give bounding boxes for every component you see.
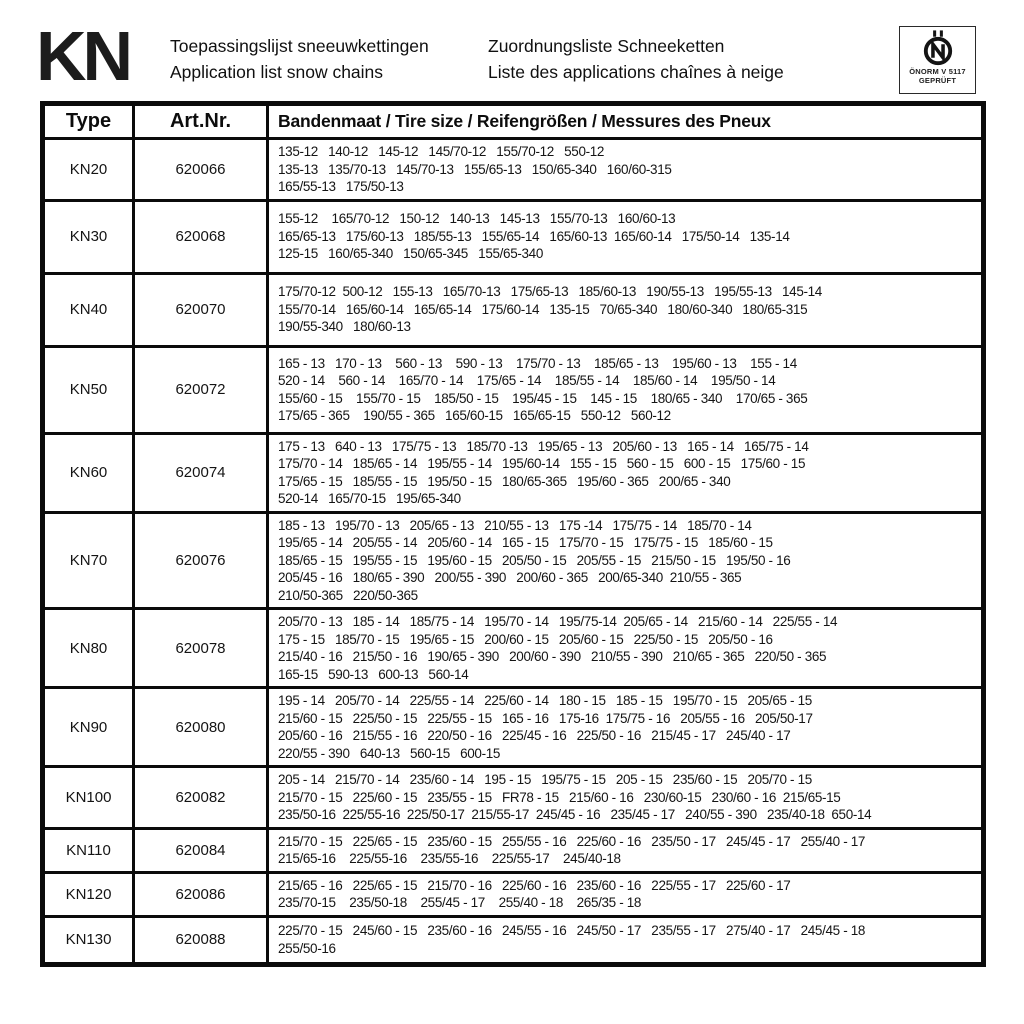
type-cell: KN60 <box>43 433 134 512</box>
size-line: 165/65-13 175/60-13 185/55-13 155/65-14 165/60-13 165/60-14 175/50-14 135-14 <box>278 228 790 244</box>
sizes-cell <box>268 828 984 872</box>
artnr-cell: 620068 <box>134 200 268 273</box>
sizes-cell <box>268 139 984 201</box>
title-nl: Toepassingslijst sneeuwkettingen <box>170 36 429 56</box>
type-cell: KN90 <box>43 688 134 767</box>
size-line: 520 - 14 560 - 14 165/70 - 14 175/65 - 14 185/55 - 14 185/60 - 14 195/50 - 14 <box>278 373 776 388</box>
size-line: 255/50-16 <box>278 940 336 956</box>
size-line: 165-15 590-13 600-13 560-14 <box>278 666 469 682</box>
column-header-artnr: Art.Nr. <box>134 104 268 139</box>
table-row <box>43 916 984 964</box>
type-cell: KN40 <box>43 273 134 346</box>
title-de: Zuordnungsliste Schneeketten <box>488 36 725 56</box>
sizes-cell <box>268 346 984 433</box>
sizes-cell <box>268 609 984 688</box>
sizes-cell <box>268 200 984 273</box>
size-line: 155-12 165/70-12 150-12 140-13 145-13 155/70-13 160/60-13 <box>278 211 676 227</box>
title-en: Application list snow chains <box>170 62 384 82</box>
size-line: 220/55 - 390 640-13 560-15 600-15 <box>278 745 501 761</box>
artnr-cell: 620074 <box>134 433 268 512</box>
onorm-cert-badge <box>899 26 976 94</box>
table-row <box>43 609 984 688</box>
cert-approved-text: GEPRÜFT <box>918 76 957 85</box>
size-line: 205/70 - 13 185 - 14 185/75 - 14 195/70 - 14 195/75-14 205/65 - 14 215/60 - 14 225/55 - 14 <box>278 614 838 629</box>
title-block-nl-en <box>170 33 429 85</box>
table-row <box>43 872 984 916</box>
page-header <box>0 0 1024 101</box>
type-cell: KN100 <box>43 767 134 829</box>
artnr-cell: 620082 <box>134 767 268 829</box>
title-block-de-fr <box>488 33 784 85</box>
table-header-row <box>43 104 984 139</box>
size-line: 175 - 13 640 - 13 175/75 - 13 185/70 -13 195/65 - 13 205/60 - 13 165 - 14 165/75 - 14 <box>278 438 809 454</box>
onorm-circle-n-icon <box>921 30 955 67</box>
size-line: 155/60 - 15 155/70 - 15 185/50 - 15 195/45 - 15 145 - 15 180/65 - 340 170/65 - 365 <box>278 390 808 406</box>
size-line: 195/65 - 14 205/55 - 14 205/60 - 14 165 - 15 175/70 - 15 175/75 - 15 185/60 - 15 <box>278 535 773 550</box>
table-row <box>43 139 984 201</box>
size-line: 125-15 160/65-340 150/65-345 155/65-340 <box>278 246 543 262</box>
size-line: 135-13 135/70-13 145/70-13 155/65-13 150/65-340 160/60-315 <box>278 161 672 177</box>
size-line: 195 - 14 205/70 - 14 225/55 - 14 225/60 - 14 180 - 15 185 - 15 195/70 - 15 205/65 - 15 <box>278 693 812 708</box>
size-line: 205/45 - 16 180/65 - 390 200/55 - 390 200/60 - 365 200/65-340 210/55 - 365 <box>278 570 742 585</box>
table-row <box>43 688 984 767</box>
size-line: 215/65 - 16 225/65 - 15 215/70 - 16 225/60 - 16 235/60 - 16 225/55 - 17 225/60 - 17 <box>278 877 791 893</box>
size-line: 215/70 - 15 225/60 - 15 235/55 - 15 FR78 - 15 215/60 - 16 230/60-15 230/60 - 16 215/65-15 <box>278 789 841 805</box>
sizes-cell <box>268 767 984 829</box>
sizes-cell <box>268 433 984 512</box>
sizes-cell <box>268 512 984 609</box>
application-table <box>40 101 986 967</box>
size-line: 235/50-16 225/55-16 225/50-17 215/55-17 245/45 - 16 235/45 - 17 240/55 - 390 235/40-18 650-14 <box>278 807 872 822</box>
size-line: 205/60 - 16 215/55 - 16 220/50 - 16 225/45 - 16 225/50 - 16 215/45 - 17 245/40 - 17 <box>278 728 791 743</box>
artnr-cell: 620084 <box>134 828 268 872</box>
size-line: 175/65 - 15 185/55 - 15 195/50 - 15 180/65-365 195/60 - 365 200/65 - 340 <box>278 473 731 489</box>
type-cell: KN80 <box>43 609 134 688</box>
artnr-cell: 620088 <box>134 916 268 964</box>
size-line: 185/65 - 15 195/55 - 15 195/60 - 15 205/50 - 15 205/55 - 15 215/50 - 15 195/50 - 16 <box>278 552 791 568</box>
table-row <box>43 433 984 512</box>
size-line: 190/55-340 180/60-13 <box>278 319 411 335</box>
size-line: 165 - 13 170 - 13 560 - 13 590 - 13 175/70 - 13 185/65 - 13 195/60 - 13 155 - 14 <box>278 355 797 371</box>
type-cell: KN110 <box>43 828 134 872</box>
table-row <box>43 273 984 346</box>
artnr-cell: 620078 <box>134 609 268 688</box>
size-line: 175/65 - 365 190/55 - 365 165/60-15 165/65-15 550-12 560-12 <box>278 408 671 423</box>
size-line: 210/50-365 220/50-365 <box>278 587 418 603</box>
size-line: 215/40 - 16 215/50 - 16 190/65 - 390 200/60 - 390 210/55 - 390 210/65 - 365 220/50 - 365 <box>278 649 827 664</box>
size-line: 205 - 14 215/70 - 14 235/60 - 14 195 - 15 195/75 - 15 205 - 15 235/60 - 15 205/70 - 15 <box>278 772 812 787</box>
size-line: 235/70-15 235/50-18 255/45 - 17 255/40 - 18 265/35 - 18 <box>278 895 642 910</box>
artnr-cell: 620066 <box>134 139 268 201</box>
artnr-cell: 620072 <box>134 346 268 433</box>
table-row <box>43 767 984 829</box>
table-row <box>43 828 984 872</box>
size-line: 135-12 140-12 145-12 145/70-12 155/70-12 550-12 <box>278 144 605 159</box>
size-line: 175 - 15 185/70 - 15 195/65 - 15 200/60 - 15 205/60 - 15 225/50 - 15 205/50 - 16 <box>278 631 773 647</box>
size-line: 215/70 - 15 225/65 - 15 235/60 - 15 255/55 - 16 225/60 - 16 235/50 - 17 245/45 - 17 255/40 - 17 <box>278 833 866 849</box>
column-header-type: Type <box>43 104 134 139</box>
size-line: 225/70 - 15 245/60 - 15 235/60 - 16 245/55 - 16 245/50 - 17 235/55 - 17 275/40 - 17 245/45 - 18 <box>278 923 866 938</box>
type-cell: KN70 <box>43 512 134 609</box>
sizes-cell <box>268 273 984 346</box>
size-line: 185 - 13 195/70 - 13 205/65 - 13 210/55 - 13 175 -14 175/75 - 14 185/70 - 14 <box>278 517 752 533</box>
brand-logo: KN <box>36 17 130 95</box>
size-line: 520-14 165/70-15 195/65-340 <box>278 491 461 506</box>
size-line: 175/70 - 14 185/65 - 14 195/55 - 14 195/60-14 155 - 15 560 - 15 600 - 15 175/60 - 15 <box>278 456 806 471</box>
artnr-cell: 620086 <box>134 872 268 916</box>
table-row <box>43 200 984 273</box>
sizes-cell <box>268 916 984 964</box>
type-cell: KN50 <box>43 346 134 433</box>
sizes-cell <box>268 872 984 916</box>
size-line: 155/70-14 165/60-14 165/65-14 175/60-14 135-15 70/65-340 180/60-340 180/65-315 <box>278 301 808 317</box>
artnr-cell: 620070 <box>134 273 268 346</box>
column-header-tire-sizes: Bandenmaat / Tire size / Reifengrößen / Messures des Pneux <box>268 104 984 139</box>
type-cell: KN130 <box>43 916 134 964</box>
title-fr: Liste des applications chaînes à neige <box>488 62 784 82</box>
table-row <box>43 346 984 433</box>
size-line: 215/60 - 15 225/50 - 15 225/55 - 15 165 - 16 175-16 175/75 - 16 205/55 - 16 205/50-17 <box>278 710 813 726</box>
type-cell: KN120 <box>43 872 134 916</box>
table-row <box>43 512 984 609</box>
cert-norm-text: ÖNORM V 5117 <box>909 67 966 76</box>
size-line: 175/70-12 500-12 155-13 165/70-13 175/65-13 185/60-13 190/55-13 195/55-13 145-14 <box>278 284 822 300</box>
sizes-cell <box>268 688 984 767</box>
size-line: 215/65-16 225/55-16 235/55-16 225/55-17 245/40-18 <box>278 851 621 866</box>
type-cell: KN20 <box>43 139 134 201</box>
type-cell: KN30 <box>43 200 134 273</box>
artnr-cell: 620076 <box>134 512 268 609</box>
artnr-cell: 620080 <box>134 688 268 767</box>
size-line: 165/55-13 175/50-13 <box>278 179 404 194</box>
